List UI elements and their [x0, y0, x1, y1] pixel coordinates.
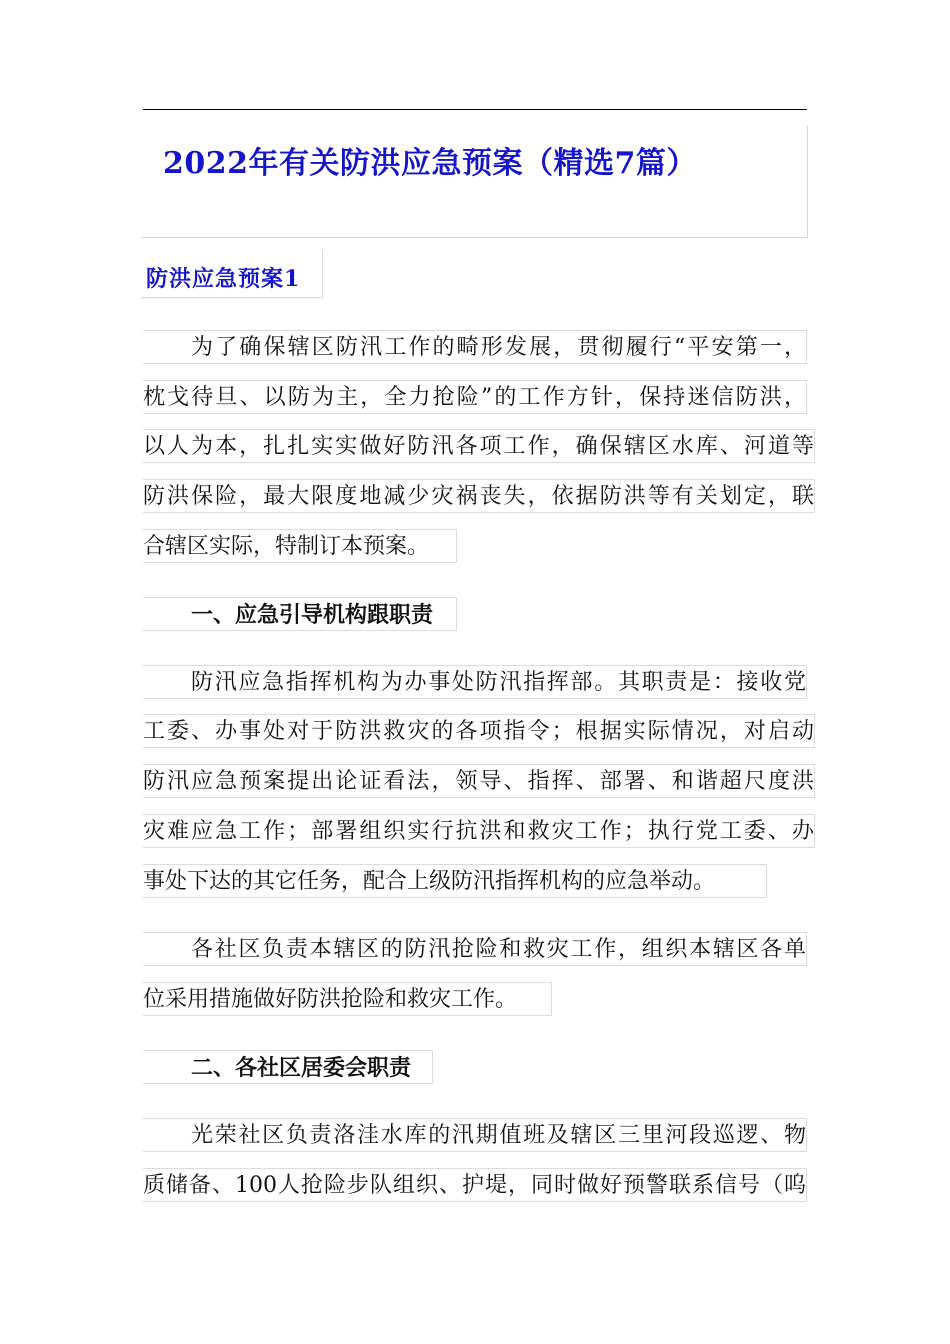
top-rule — [143, 109, 807, 110]
paragraph-4-line-2: 质储备、100人抢险步队组织、护堤，同时做好预警联系信号（呜 — [143, 1168, 807, 1202]
paragraph-1-line-2: 枕戈待旦、以防为主，全力抢险”的工作方针，保持迷信防洪， — [143, 380, 807, 414]
paragraph-2-line-3: 防汛应急预案提出论证看法，领导、指挥、部署、和谐超尺度洪 — [143, 764, 815, 798]
paragraph-3-line-1: 各社区负责本辖区的防汛抢险和救灾工作，组织本辖区各单 — [143, 932, 807, 966]
paragraph-1-line-5: 合辖区实际，特制订本预案。 — [143, 529, 457, 563]
paragraph-4-line-1: 光荣社区负责洛洼水库的汛期值班及辖区三里河段巡逻、物 — [143, 1118, 807, 1152]
paragraph-2-line-4: 灾难应急工作；部署组织实行抗洪和救灾工作；执行党工委、办 — [143, 814, 815, 848]
heading-1: 一、应急引导机构跟职责 — [143, 597, 457, 631]
document-title: 2022年有关防洪应急预案（精选7篇） — [163, 146, 697, 181]
paragraph-1-line-4: 防洪保险，最大限度地减少灾祸丧失，依据防洪等有关划定，联 — [143, 479, 815, 513]
paragraph-1-line-1: 为了确保辖区防汛工作的畸形发展，贯彻履行“平安第一， — [143, 330, 807, 364]
paragraph-2-line-5: 事处下达的其它任务，配合上级防汛指挥机构的应急举动。 — [143, 864, 767, 898]
paragraph-2-line-1: 防汛应急指挥机构为办事处防汛指挥部。其职责是：接收党 — [143, 665, 807, 699]
paragraph-1-line-3: 以人为本，扎扎实实做好防汛各项工作，确保辖区水库、河道等 — [143, 429, 815, 463]
heading-2: 二、各社区居委会职责 — [143, 1050, 433, 1084]
paragraph-2-line-2: 工委、办事处对于防洪救灾的各项指令；根据实际情况，对启动 — [143, 714, 815, 748]
section-title: 防洪应急预案1 — [146, 266, 301, 292]
paragraph-3-line-2: 位采用措施做好防洪抢险和救灾工作。 — [143, 982, 552, 1016]
